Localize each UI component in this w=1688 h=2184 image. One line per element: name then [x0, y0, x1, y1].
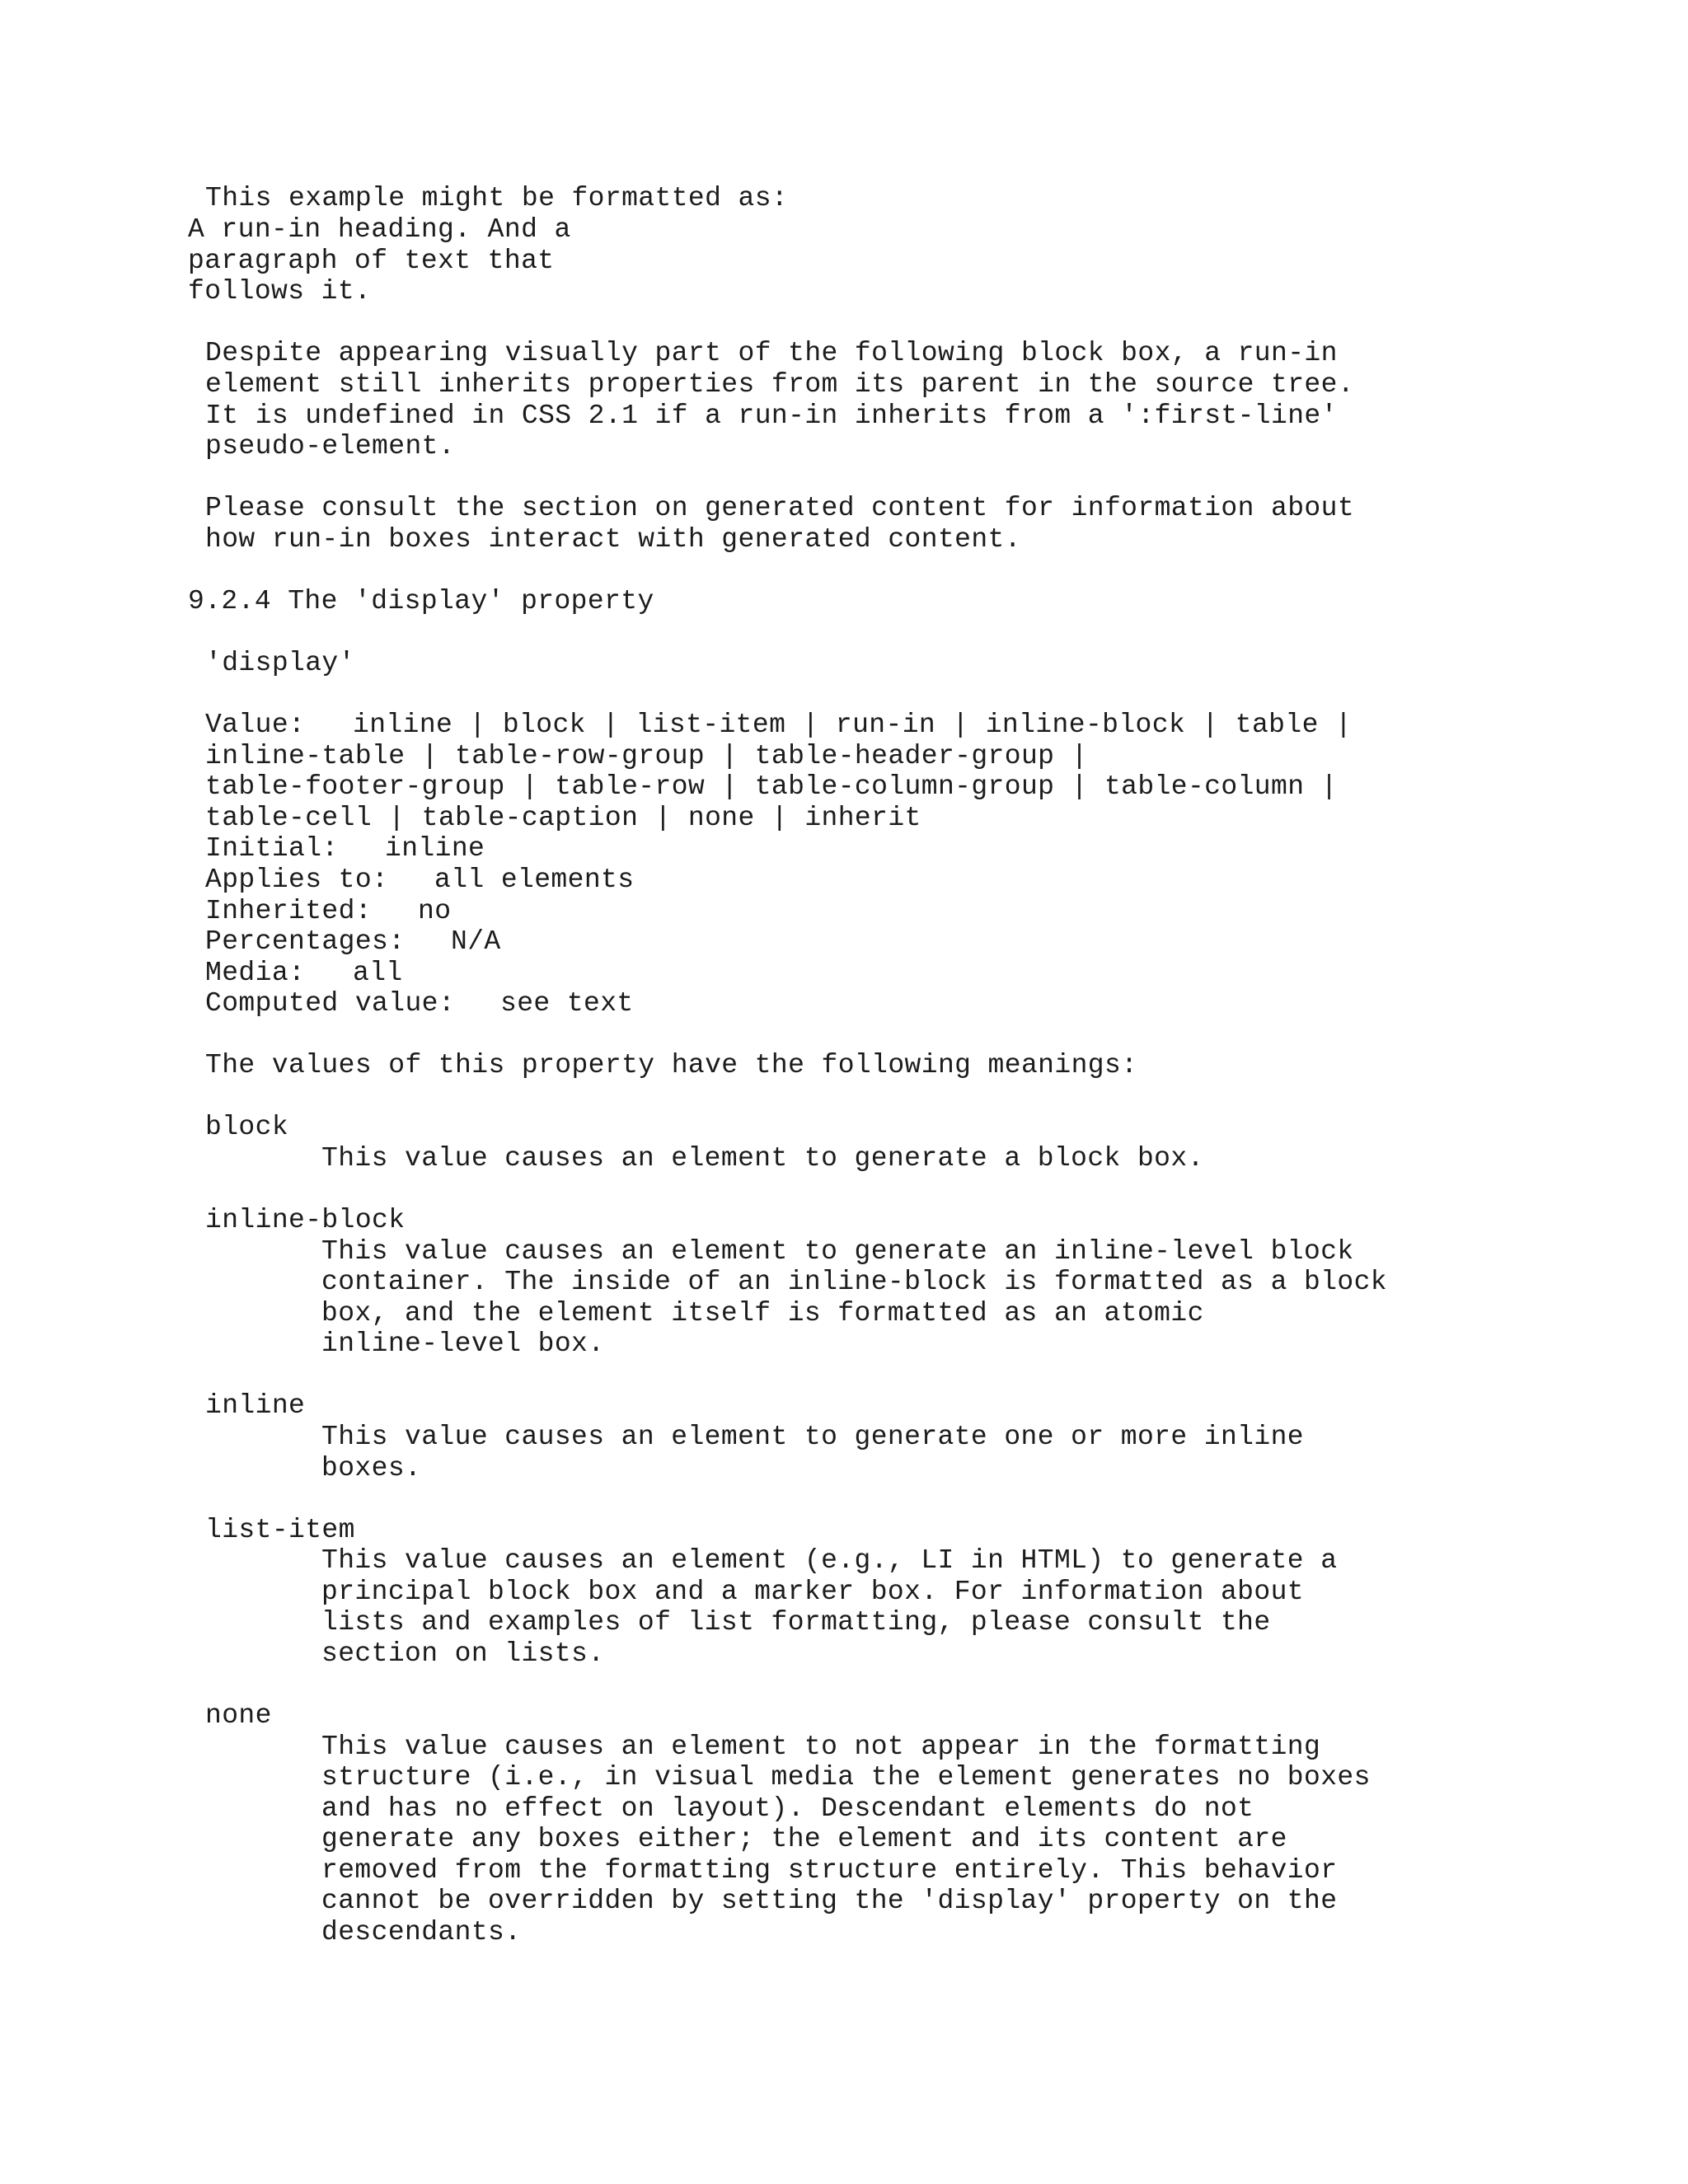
- value-description-line: cannot be overridden by setting the 'display' property on the: [321, 1886, 1338, 1916]
- value-description-line: structure (i.e., in visual media the element generates no boxes: [321, 1762, 1371, 1793]
- value-term-inline-block: inline-block: [205, 1205, 406, 1235]
- section-heading: 9.2.4 The 'display' property: [188, 586, 654, 616]
- propdef-value-line: table-cell | table-caption | none | inherit: [205, 803, 921, 833]
- propdef-value-label: Value:: [205, 710, 306, 740]
- value-description-line: inline-level box.: [321, 1329, 605, 1359]
- paragraph-line: It is undefined in CSS 2.1 if a run-in inherits from a ':first-line': [205, 401, 1338, 431]
- example-line: follows it.: [188, 276, 372, 307]
- intro-lead: This example might be formatted as:: [205, 183, 789, 213]
- propdef-value-line: table-footer-group | table-row | table-column-group | table-column |: [205, 771, 1338, 802]
- propdef-inherited-label: Inherited:: [205, 896, 373, 926]
- propdef-initial: inline: [385, 833, 485, 864]
- value-term-block: block: [205, 1112, 289, 1142]
- propdef-value-line: inline-table | table-row-group | table-header-group |: [205, 741, 1088, 771]
- value-description-line: This value causes an element to generate one or more inline: [321, 1422, 1304, 1452]
- example-line: paragraph of text that: [188, 246, 555, 276]
- propdef-computed: see text: [500, 988, 634, 1019]
- value-description-line: box, and the element itself is formatted as an atomic: [321, 1298, 1204, 1329]
- paragraph-line: how run-in boxes interact with generated content.: [205, 524, 1021, 555]
- value-term-inline: inline: [205, 1390, 306, 1421]
- paragraph-line: Despite appearing visually part of the following block box, a run-in: [205, 338, 1338, 368]
- propdef-computed-label: Computed value:: [205, 988, 456, 1019]
- propdef-media: all: [353, 958, 403, 988]
- propdef-media-label: Media:: [205, 958, 306, 988]
- paragraph-line: Please consult the section on generated content for information about: [205, 493, 1355, 523]
- property-name: 'display': [205, 648, 355, 678]
- propdef-value-line: inline | block | list-item | run-in | inline-block | table |: [353, 710, 1353, 740]
- propdef-applies-label: Applies to:: [205, 865, 389, 895]
- paragraph-line: pseudo-element.: [205, 431, 456, 462]
- value-description-line: This value causes an element to generate a block box.: [321, 1143, 1204, 1174]
- propdef-inherited: no: [418, 896, 452, 926]
- value-description-line: This value causes an element (e.g., LI in HTML) to generate a: [321, 1545, 1338, 1576]
- propdef-applies: all elements: [434, 865, 635, 895]
- example-line: A run-in heading. And a: [188, 214, 571, 245]
- propdef-percentages: N/A: [451, 926, 501, 957]
- value-description-line: section on lists.: [321, 1638, 605, 1669]
- value-description-line: descendants.: [321, 1917, 522, 1947]
- meanings-intro: The values of this property have the following meanings:: [205, 1050, 1138, 1080]
- value-description-line: lists and examples of list formatting, please consult the: [321, 1607, 1271, 1638]
- value-description-line: principal block box and a marker box. For information about: [321, 1577, 1304, 1607]
- value-term-list-item: list-item: [205, 1515, 355, 1545]
- value-description-line: and has no effect on layout). Descendant elements do not: [321, 1793, 1254, 1824]
- paragraph-line: element still inherits properties from its parent in the source tree.: [205, 369, 1355, 400]
- value-description-line: This value causes an element to generate an inline-level block: [321, 1236, 1354, 1267]
- value-description-line: removed from the formatting structure entirely. This behavior: [321, 1855, 1338, 1886]
- value-term-none: none: [205, 1700, 272, 1731]
- value-description-line: boxes.: [321, 1453, 422, 1483]
- propdef-initial-label: Initial:: [205, 833, 339, 864]
- value-description-line: generate any boxes either; the element and its content are: [321, 1824, 1287, 1854]
- value-description-line: This value causes an element to not appear in the formatting: [321, 1732, 1321, 1762]
- propdef-percentages-label: Percentages:: [205, 926, 406, 957]
- value-description-line: container. The inside of an inline-block is formatted as a block: [321, 1267, 1388, 1297]
